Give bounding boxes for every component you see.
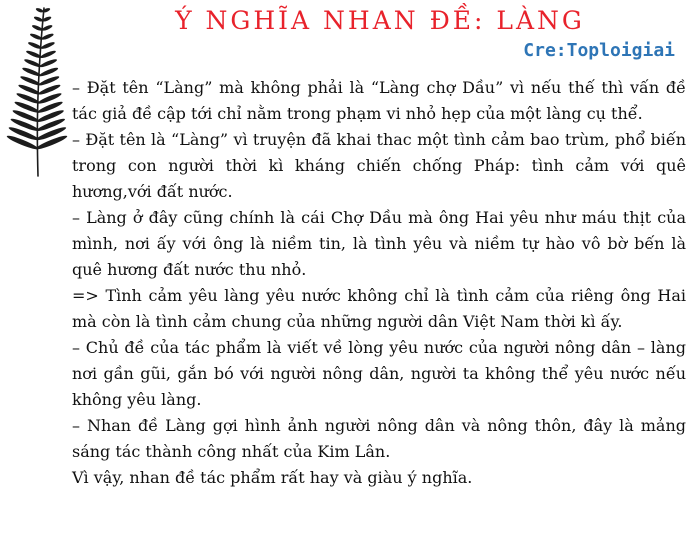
page-title: Ý NGHĨA NHAN ĐỀ: LÀNG bbox=[175, 6, 585, 35]
paragraph: => Tình cảm yêu làng yêu nước không chỉ là tình cảm của riêng ông Hai mà còn là tình cảm chung của những người dân Việt Nam thời kì ấy. bbox=[72, 286, 686, 331]
paragraph: – Đặt tên là “Làng” vì truyện đã khai thac một tình cảm bao trùm, phổ biến trong con người thời kì kháng chiến chống Pháp: tình cảm với quê hương,với đất nước. bbox=[72, 130, 686, 201]
article-body bbox=[72, 75, 686, 491]
fern-leaflet bbox=[35, 134, 68, 152]
paragraph: – Đặt tên “Làng” mà không phải là “Làng chợ Dầu” vì nếu thế thì vấn đề tác giả đề cập tới chỉ nằm trong phạm vi nhỏ hẹp của một làng cụ thể. bbox=[72, 78, 686, 123]
fern-leaflet bbox=[35, 7, 44, 13]
fern-leaflet bbox=[40, 49, 57, 59]
fern-leaflet bbox=[40, 41, 55, 50]
fern-leaflet bbox=[41, 32, 55, 40]
paragraph: – Chủ đề của tác phẩm là viết về lòng yêu nước của người nông dân – làng nơi gần gũi, gắn bó với người nông dân, người ta không thể yêu nước nếu không yêu làng. bbox=[72, 338, 686, 409]
paragraph: – Làng ở đây cũng chính là cái Chợ Dầu mà ông Hai yêu như máu thịt của mình, nơi ấy với ông là niềm tin, là tình yêu và niềm tự hào vô bờ bến là quê hương đất nước thu nhỏ. bbox=[72, 208, 686, 279]
fern-leaflet bbox=[39, 66, 59, 77]
credit-label: Cre:Toploigiai bbox=[523, 40, 675, 61]
paragraph: – Nhan đề Làng gợi hình ảnh người nông dân và nông thôn, đây là mảng sáng tác thành công nhất của Kim Lân. bbox=[72, 416, 686, 461]
fern-leaflet bbox=[39, 58, 58, 69]
paragraph: Vì vậy, nhan đề tác phẩm rất hay và giàu ý nghĩa. bbox=[72, 468, 473, 487]
